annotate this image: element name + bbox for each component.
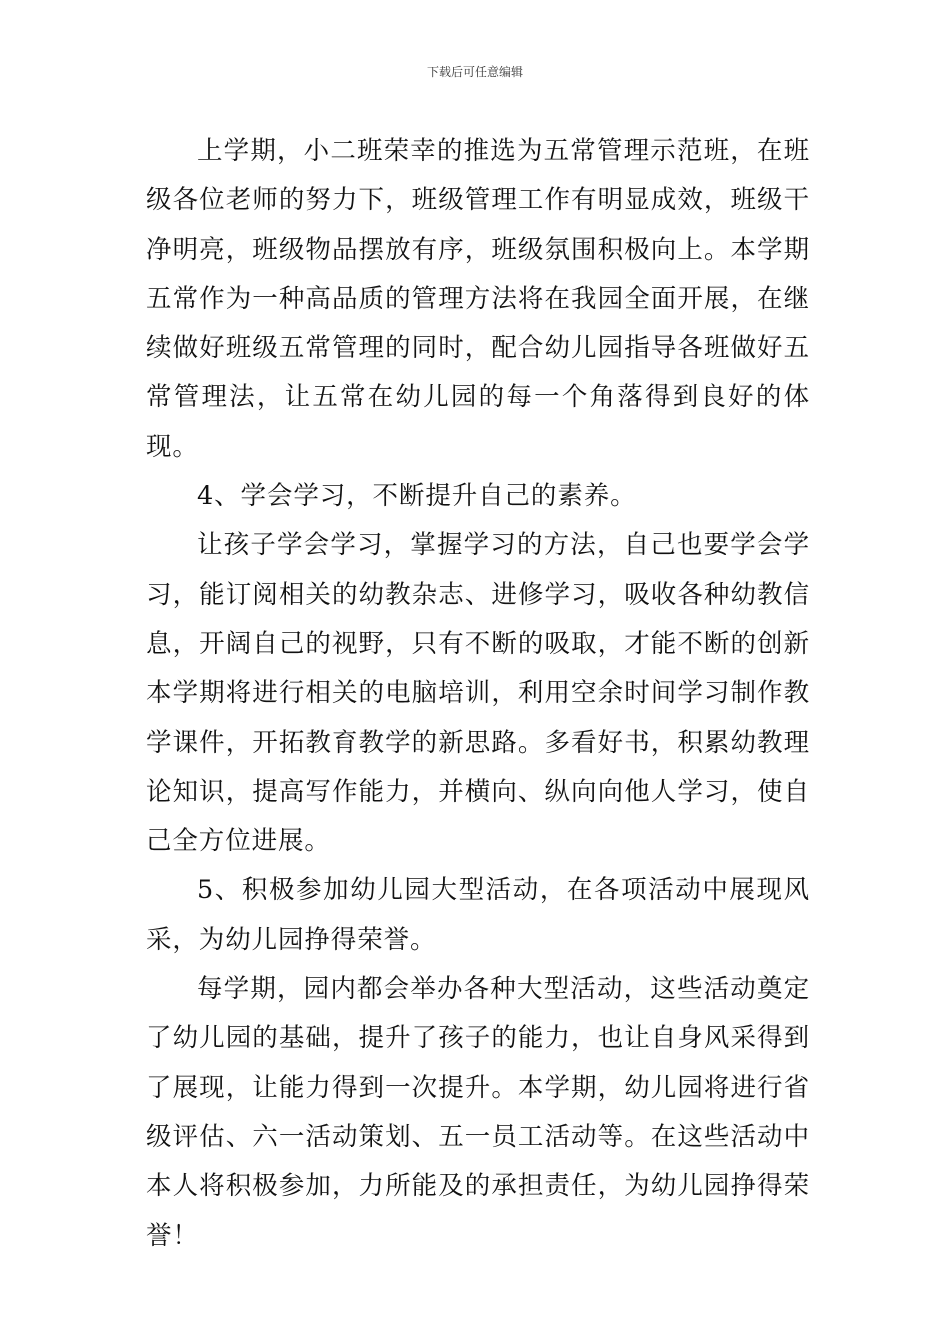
paragraph-learn-to-learn: 让孩子学会学习，掌握学习的方法，自己也要学会学习，能订阅相关的幼教杂志、进修学习，吸收各种幼教信息，开阔自己的视野，只有不断的吸取，才能不断的创新本学期将进行相关的电脑培训，利用空余时间学习制作教学课件，开拓教育教学的新思路。多看好书，积累幼教理论知识，提高写作能力，并横向、纵向向他人学习，使自己全方位进展。 — [146, 530, 810, 857]
heading-learn-to-learn: 4、学会学习，不断提升自己的素养。 — [197, 481, 637, 512]
document-body — [146, 127, 810, 1261]
paragraph-five-s-management: 上学期，小二班荣幸的推选为五常管理示范班，在班级各位老师的努力下，班级管理工作有明显成效，班级干净明亮，班级物品摆放有序，班级氛围积极向上。本学期五常作为一种高品质的管理方法将在我园全面开展，在继续做好班级五常管理的同时，配合幼儿园指导各班做好五常管理法，让五常在幼儿园的每一个角落得到良好的体现。 — [146, 136, 810, 462]
paragraph-participate-activities: 每学期，园内都会举办各种大型活动，这些活动奠定了幼儿园的基础，提升了孩子的能力，也让自身风采得到了展现，让能力得到一次提升。本学期，幼儿园将进行省级评估、六一活动策划、五一员工活动等。在这些活动中本人将积极参加，力所能及的承担责任，为幼儿园挣得荣誉！ — [146, 974, 810, 1251]
page-header: 下载后可任意编辑 — [426, 65, 523, 79]
heading-participate-activities: 5、积极参加幼儿园大型活动，在各项活动中展现风采，为幼儿园挣得荣誉。 — [146, 875, 810, 955]
